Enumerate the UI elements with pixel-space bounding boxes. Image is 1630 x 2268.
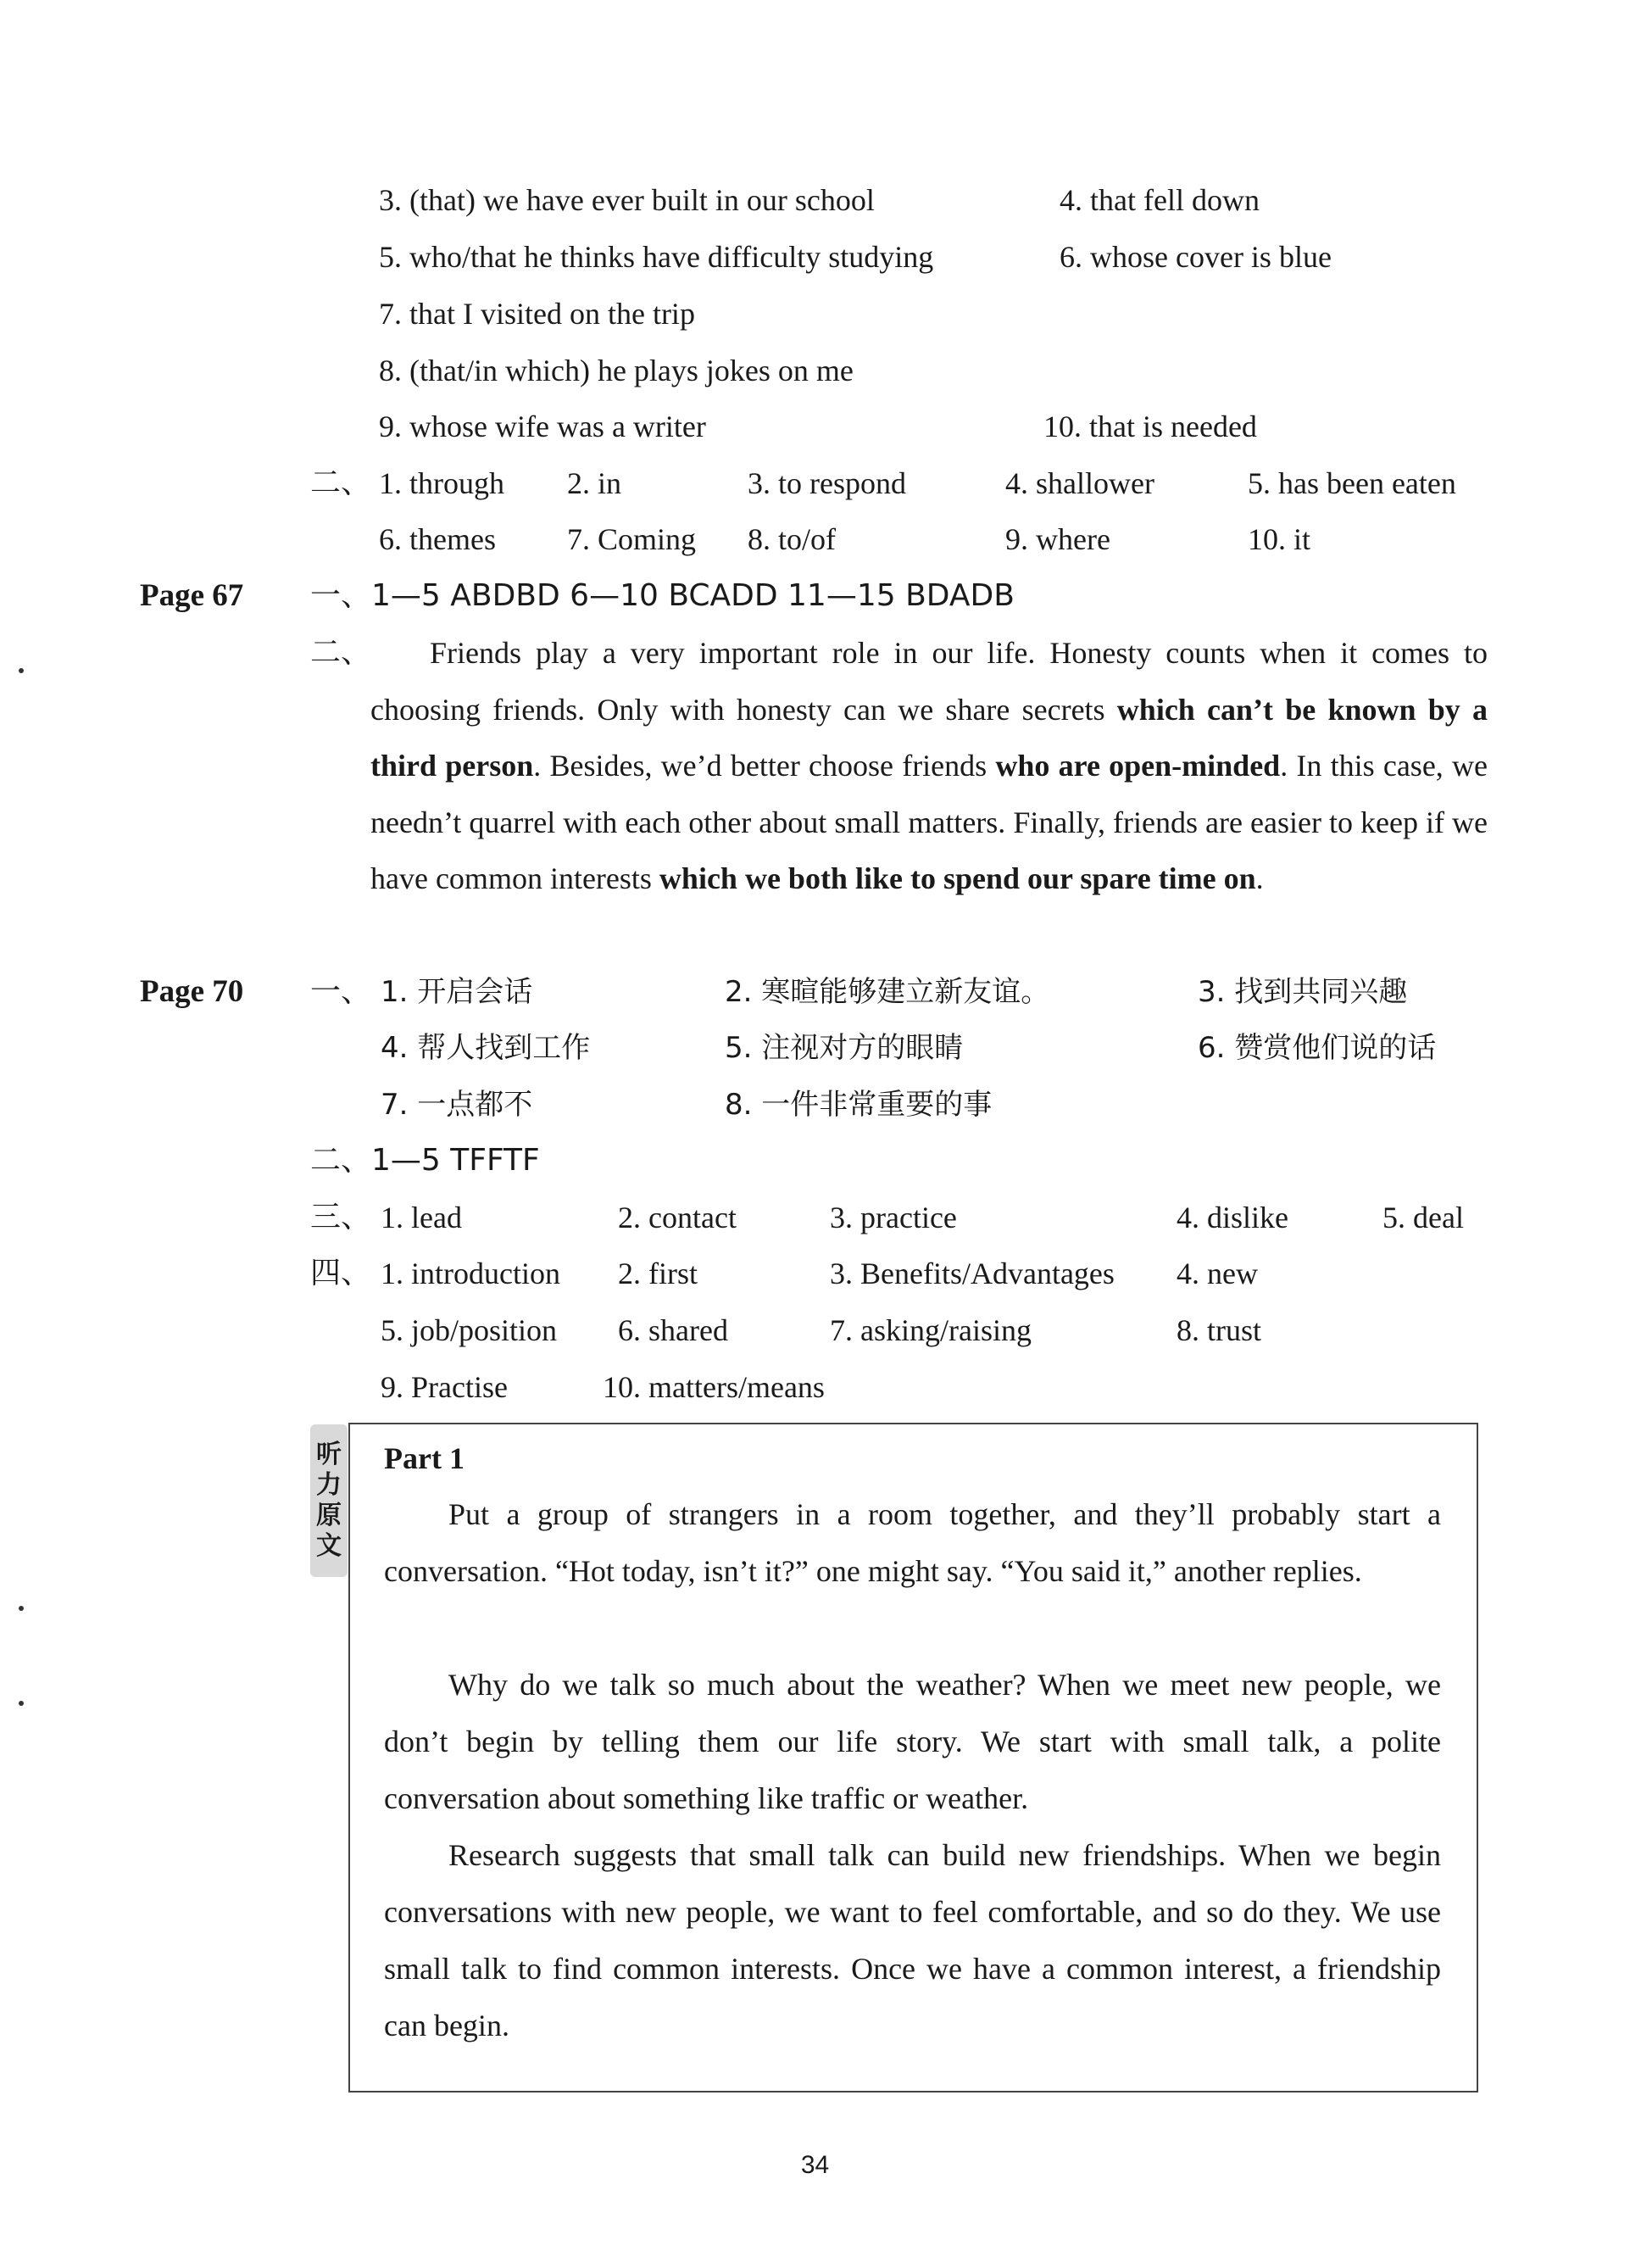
si-item: 3. Benefits/Advantages (830, 1257, 1115, 1290)
answer-5: 5. who/that he thinks have difficulty studying (379, 240, 934, 274)
yi-item: 3. 找到共同兴趣 (1198, 975, 1408, 1009)
er-item: 1. through (379, 466, 504, 500)
transcript-paragraph: Research suggests that small talk can build new friendships. When we begin conversations with new people, we want to feel comfortable, and so do they. We use small talk to find common interests. Once we have a common interest, a friendship can begin. (384, 1838, 1441, 2042)
san-item: 2. contact (618, 1201, 737, 1234)
answer-9: 9. whose wife was a writer (379, 410, 706, 443)
section-marker-er: 二、 (310, 465, 372, 500)
er-item: 8. to/of (748, 522, 836, 556)
listening-transcript-tab: 听 力 原 文 (310, 1424, 348, 1577)
answer-10: 10. that is needed (1043, 410, 1257, 443)
page67-mc-answers: 一、1—5 ABDBD 6—10 BCADD 11—15 BDADB (310, 578, 1015, 613)
scan-speck (19, 1701, 24, 1706)
section-marker-yi: 一、 (310, 974, 372, 1009)
page-number: 34 (800, 2151, 830, 2179)
si-item: 10. matters/means (603, 1370, 825, 1404)
scan-speck (19, 1606, 24, 1611)
er-item: 3. to respond (748, 466, 906, 500)
answer-3: 3. (that) we have ever built in our school (379, 183, 875, 217)
scan-speck (19, 668, 24, 673)
section-marker-er: 二、 (310, 635, 372, 670)
page-label-67: Page 67 (140, 578, 244, 613)
yi-item: 8. 一件非常重要的事 (725, 1088, 993, 1122)
si-item: 9. Practise (381, 1370, 508, 1404)
si-item: 6. shared (618, 1313, 728, 1347)
page-label-70: Page 70 (140, 974, 244, 1009)
er-item: 4. shallower (1005, 466, 1154, 500)
transcript-paragraph: Why do we talk so much about the weather? When we meet new people, we don’t begin by telling them our life story. We start with small talk, a polite conversation about something like traffic or weather. (384, 1668, 1441, 1815)
si-item: 1. introduction (381, 1257, 560, 1290)
answer-8: 8. (that/in which) he plays jokes on me (379, 354, 854, 387)
si-item: 4. new (1177, 1257, 1258, 1290)
answer-4: 4. that fell down (1060, 183, 1260, 217)
si-item: 7. asking/raising (830, 1313, 1032, 1347)
yi-item: 4. 帮人找到工作 (381, 1031, 591, 1065)
writing-passage: Friends play a very important role in our life. Honesty counts when it comes to choosing friends. Only with honesty can we share secrets which can’t be known by a third person. Besides, we’d better choose friends who are open-minded. In this case, we needn’t quarrel with each other about small matters. Finally, friends are easier to keep if we have common interests which we both like to spend our spare time on. (370, 636, 1488, 895)
answer-7: 7. that I visited on the trip (379, 297, 695, 331)
si-item: 8. trust (1177, 1313, 1262, 1347)
yi-item: 6. 赞赏他们说的话 (1198, 1031, 1437, 1065)
er-item: 7. Coming (567, 522, 697, 556)
san-item: 3. practice (830, 1201, 957, 1234)
yi-item: 5. 注视对方的眼睛 (725, 1031, 964, 1065)
transcript-paragraph: Put a group of strangers in a room together, and they’ll probably start a conversation. “Hot today, isn’t it?” one might say. “You said it,” another replies. (384, 1497, 1441, 1588)
yi-item: 1. 开启会话 (381, 975, 533, 1009)
san-item: 4. dislike (1177, 1201, 1288, 1234)
answer-6: 6. whose cover is blue (1060, 240, 1332, 274)
er-item: 6. themes (379, 522, 496, 556)
er-item: 9. where (1005, 522, 1110, 556)
yi-item: 7. 一点都不 (381, 1088, 533, 1122)
page70-tf-answers: 二、1—5 TFFTF (310, 1143, 540, 1178)
er-item: 10. it (1248, 522, 1311, 556)
si-item: 5. job/position (381, 1313, 558, 1347)
yi-item: 2. 寒暄能够建立新友谊。 (725, 975, 1050, 1009)
er-item: 2. in (567, 466, 622, 500)
section-marker-san: 三、 (310, 1200, 372, 1234)
san-item: 1. lead (381, 1201, 462, 1234)
er-item: 5. has been eaten (1248, 466, 1456, 500)
san-item: 5. deal (1382, 1201, 1464, 1234)
part-heading: Part 1 (384, 1441, 465, 1475)
section-marker-si: 四、 (310, 1256, 372, 1290)
si-item: 2. first (618, 1257, 698, 1290)
